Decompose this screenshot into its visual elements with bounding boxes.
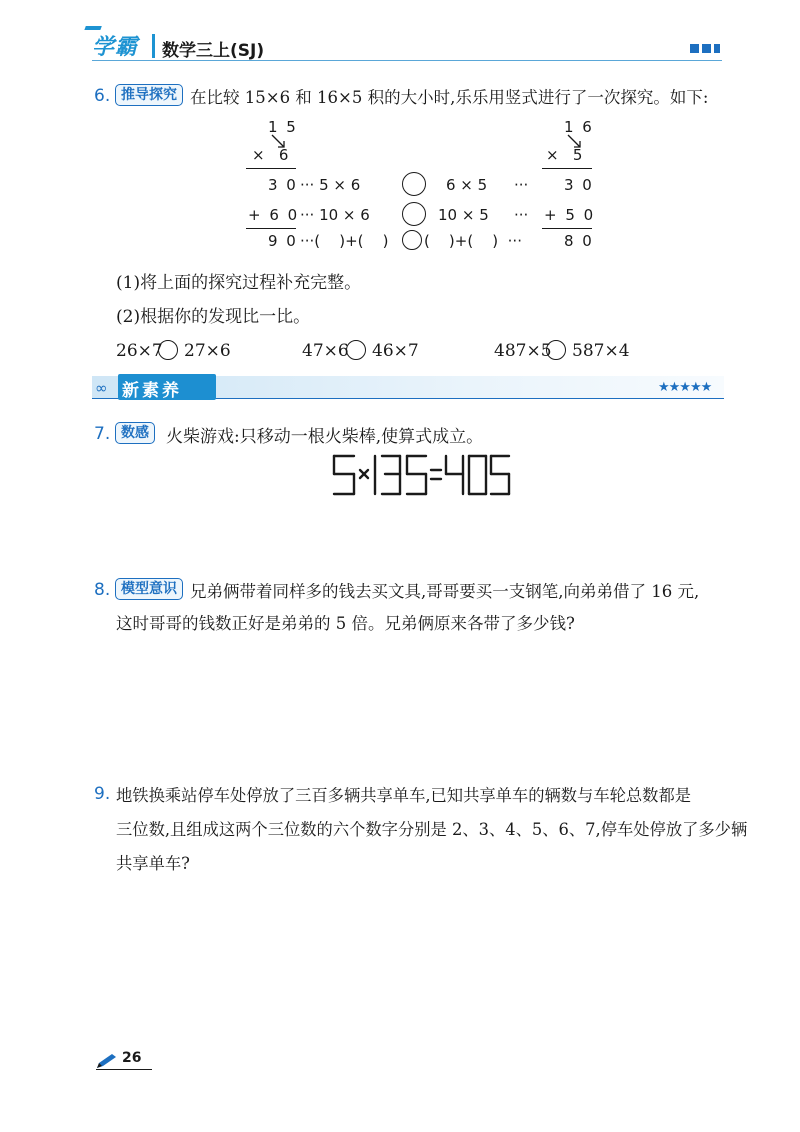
compare-circle-2[interactable] (402, 202, 426, 226)
compare-2-right: 46×7 (372, 341, 419, 361)
middle-row3-left: ···( )+( ) (300, 232, 389, 250)
q6-part1: (1)将上面的探究过程补充完整。 (116, 273, 362, 293)
left-calc-line2 (246, 228, 296, 229)
middle-row1-right: 6 × 5 (446, 176, 488, 194)
brand-logo: 学霸 (92, 35, 139, 60)
compare-circle-1[interactable] (402, 172, 426, 196)
q9-line2: 三位数,且组成这两个三位数的六个数字分别是 2、3、4、5、6、7,停车处停放了多少辆 (116, 820, 748, 839)
book-title: 数学三上(SJ) (162, 41, 265, 61)
q6-tag: 推导探究 (115, 84, 183, 106)
section-title: 新素养 (122, 381, 182, 401)
header-divider (152, 34, 155, 58)
page-rule (96, 1069, 152, 1070)
compare-answer-circle-2[interactable] (346, 340, 366, 360)
right-calc-row3: 8 0 (564, 232, 594, 250)
pencil-icon (95, 1052, 119, 1070)
right-calc-line1 (542, 168, 592, 169)
matchstick-equation (330, 452, 512, 500)
middle-row1-dots: ··· (514, 176, 529, 194)
difficulty-stars: ★★★★★ (658, 380, 712, 395)
q7-tag: 数感 (115, 422, 155, 444)
q9-line3: 共享单车? (116, 854, 190, 873)
right-calc-line2 (542, 228, 592, 229)
left-calc-line1 (246, 168, 296, 169)
q6-part2: (2)根据你的发现比一比。 (116, 307, 311, 327)
q9-line1: 地铁换乘站停车处停放了三百多辆共享单车,已知共享单车的辆数与车轮总数都是 (116, 786, 692, 805)
q7-number: 7. (94, 424, 111, 444)
page-number: 26 (122, 1050, 142, 1066)
right-calc-top: 1 6 (564, 118, 594, 136)
link-icon: ∞ (95, 379, 108, 397)
compare-3-right: 587×4 (572, 341, 630, 361)
left-calc-row1: 3 0 (268, 176, 298, 194)
compare-1-left: 26×7 (116, 341, 163, 361)
q8-number: 8. (94, 580, 111, 600)
right-calc-row2: + 5 0 (544, 206, 596, 224)
q7-text: 火柴游戏:只移动一根火柴棒,使算式成立。 (166, 427, 484, 447)
q8-tag: 模型意识 (115, 578, 183, 600)
header-rule (92, 60, 722, 61)
middle-row3-right: ( )+( ) ··· (424, 232, 522, 250)
compare-2-left: 47×6 (302, 341, 349, 361)
left-calc-mult: × 6 (252, 146, 289, 164)
q6-text: 在比较 15×6 和 16×5 积的大小时,乐乐用竖式进行了一次探究。如下: (190, 88, 709, 107)
q8-line2: 这时哥哥的钱数正好是弟弟的 5 倍。兄弟俩原来各带了多少钱? (116, 614, 575, 633)
right-calc-mult: × 5 (546, 146, 583, 164)
middle-row2-left: ··· 10 × 6 (300, 206, 370, 224)
header-squares-icon (690, 44, 720, 53)
middle-row1-left: ··· 5 × 6 (300, 176, 361, 194)
right-calc-row1: 3 0 (564, 176, 594, 194)
middle-row2-right: 10 × 5 (438, 206, 489, 224)
compare-1-right: 27×6 (184, 341, 231, 361)
left-calc-top: 1 5 (268, 118, 298, 136)
middle-row2-dots: ··· (514, 206, 529, 224)
q6-number: 6. (94, 86, 111, 106)
compare-answer-circle-1[interactable] (158, 340, 178, 360)
left-calc-row2: + 6 0 (248, 206, 300, 224)
compare-circle-3[interactable] (402, 230, 422, 250)
q9-number: 9. (94, 784, 111, 804)
compare-answer-circle-3[interactable] (546, 340, 566, 360)
q8-line1: 兄弟俩带着同样多的钱去买文具,哥哥要买一支钢笔,向弟弟借了 16 元, (190, 582, 700, 601)
compare-3-left: 487×5 (494, 341, 552, 361)
left-calc-row3: 9 0 (268, 232, 298, 250)
